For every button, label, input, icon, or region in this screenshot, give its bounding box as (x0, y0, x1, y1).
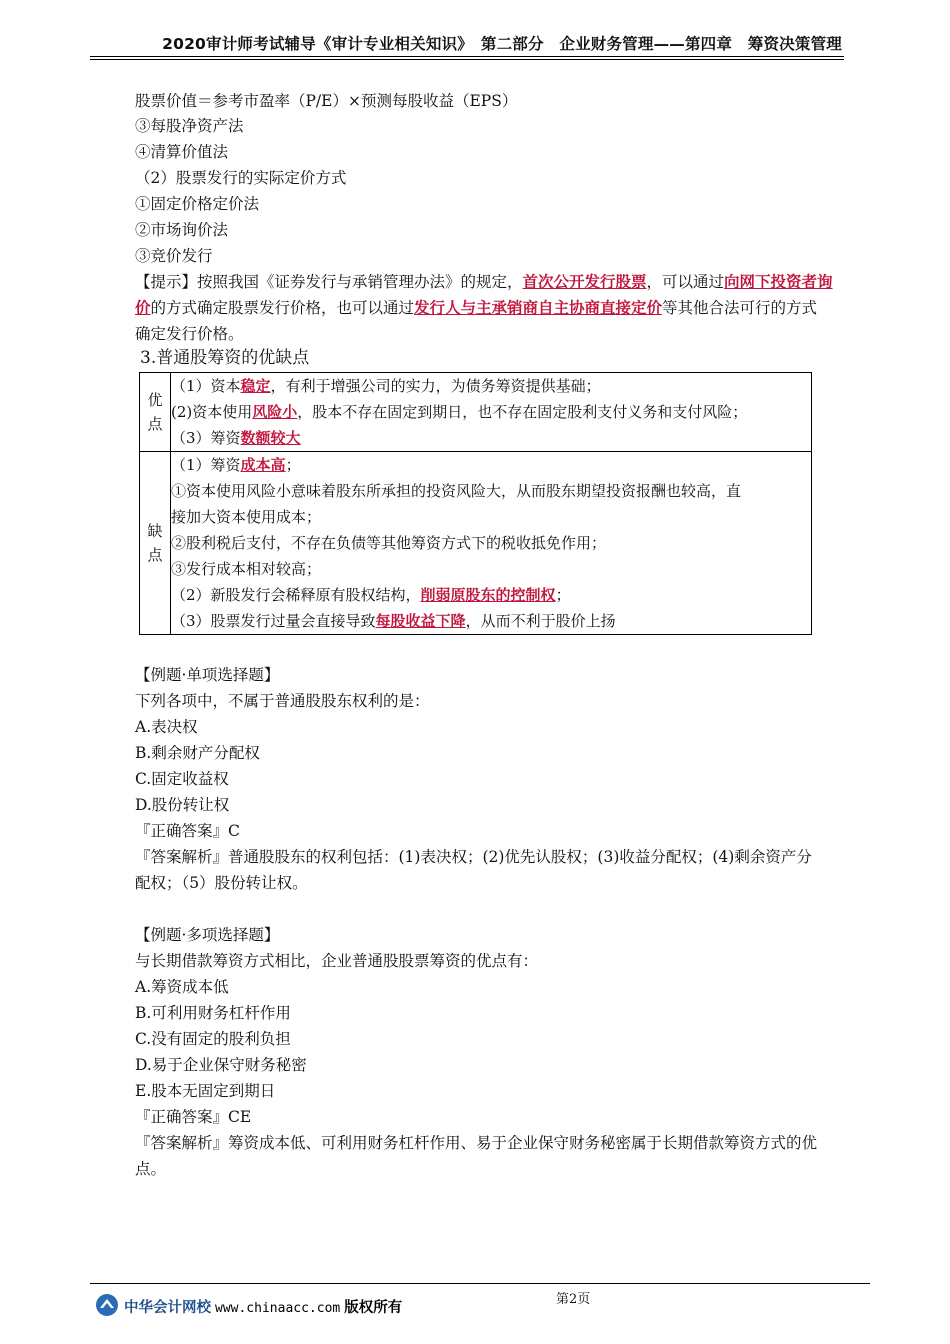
tip-text: 【提示】按照我国《证券发行与承销管理办法》的规定， (135, 273, 523, 291)
header-rule-bottom (90, 59, 844, 60)
q2-line: A.筹资成本低 (135, 978, 229, 996)
pros-item: (2)资本使用风险小，股本不存在固定到期日，也不存在固定股利支付义务和支付风险； (171, 403, 748, 421)
highlight-stable: 稳定 (240, 377, 271, 395)
text-line: （2）股票发行的实际定价方式 (135, 169, 347, 187)
tip-text: 的方式确定股票发行价格，也可以通过 (150, 299, 415, 317)
highlight-low-risk: 风险小 (252, 403, 298, 421)
tip-line-1 (135, 271, 833, 293)
cons-item: 接加大资本使用成本； (171, 508, 322, 526)
tip-line-3: 确定发行价格。 (135, 325, 244, 343)
q1-line: B.剩余财产分配权 (135, 744, 260, 762)
q1-line: D.股份转让权 (135, 796, 230, 814)
q1-line: 配权；（5）股份转让权。 (135, 874, 308, 892)
pros-row (140, 373, 812, 452)
q2-line: 【例题·多项选择题】 (135, 926, 280, 944)
copyright-text: 版权所有 (344, 1300, 403, 1316)
q2-line: D.易于企业保守财务秘密 (135, 1056, 307, 1074)
q2-line: 『答案解析』筹资成本低、可利用财务杠杆作用、易于企业保守财务秘密属于长期借款筹资方式的优 (135, 1134, 818, 1152)
q2-line: 点。 (135, 1160, 167, 1178)
q1-line: 『正确答案』C (135, 822, 240, 840)
page-header: 2020审计师考试辅导《审计专业相关知识》 第二部分 企业财务管理——第四章 筹资决策管理 (162, 35, 842, 53)
highlight-direct-pricing: 发行人与主承销商自主协商直接定价 (414, 298, 663, 317)
pros-item: （3）筹资数额较大 (171, 429, 301, 447)
q1-line: C.固定收益权 (135, 770, 229, 788)
q2-line: B.可利用财务杠杆作用 (135, 1004, 291, 1022)
q1-line: A.表决权 (135, 718, 198, 736)
highlight-offline-inquiry: 向网下投资者询 (724, 272, 833, 291)
tip-text: 等其他合法可行的方式 (662, 299, 818, 317)
pros-item: （1）资本稳定，有利于增强公司的实力，为债务筹资提供基础； (171, 377, 601, 395)
cons-item: （1）筹资成本高； (171, 456, 301, 474)
cons-item: ②股利税后支付，不存在负债等其他筹资方式下的税收抵免作用； (171, 534, 607, 552)
cons-item: （3）股票发行过量会直接导致每股收益下降，从而不利于股价上扬 (171, 612, 616, 630)
cons-item: ③发行成本相对较高； (171, 560, 322, 578)
chinaacc-logo-icon (95, 1293, 119, 1317)
cons-label: 缺 点 (140, 452, 171, 635)
page-number: 第2页 (556, 1292, 591, 1307)
footer-rule (90, 1283, 870, 1284)
highlight-eps-drop: 每股收益下降 (375, 612, 466, 630)
pros-cons-table (139, 372, 812, 635)
q1-line: 【例题·单项选择题】 (135, 666, 280, 684)
q2-line: C.没有固定的股利负担 (135, 1030, 291, 1048)
pros-content (171, 373, 812, 452)
cons-content (171, 452, 812, 635)
highlight-high-cost: 成本高 (240, 456, 286, 474)
cons-item: （2）新股发行会稀释原有股权结构，削弱原股东的控制权； (171, 586, 571, 604)
highlight-ipo: 首次公开发行股票 (522, 272, 647, 291)
text-line: ②市场询价法 (135, 221, 229, 239)
text-line: ③每股净资产法 (135, 117, 244, 135)
highlight-weaken-control: 削弱原股东的控制权 (420, 586, 556, 604)
cons-item: ①资本使用风险小意味着股东所承担的投资风险大，从而股东期望投资报酬也较高，直 (171, 482, 742, 500)
section-title: 3.普通股筹资的优缺点 (140, 348, 310, 368)
q2-line: 与长期借款筹资方式相比，企业普通股股票筹资的优点有： (135, 952, 539, 970)
highlight-large-amount: 数额较大 (240, 429, 301, 447)
text-line: 股票价值＝参考市盈率（P/E）×预测每股收益（EPS） (135, 92, 518, 110)
header-rule-top (90, 56, 844, 57)
brand-url: www.chinaacc.com (215, 1301, 341, 1316)
pros-label: 优 点 (140, 373, 171, 452)
q1-line: 下列各项中，不属于普通股股东权利的是： (135, 692, 430, 710)
q2-line: 『正确答案』CE (135, 1108, 252, 1126)
cons-row (140, 452, 812, 635)
highlight-offline-inquiry-cont: 价 (135, 298, 151, 317)
brand-name: 中华会计网校 (124, 1300, 211, 1316)
text-line: ④清算价值法 (135, 143, 229, 161)
tip-text: ，可以通过 (646, 273, 725, 291)
q2-line: E.股本无固定到期日 (135, 1082, 276, 1100)
footer-brand (124, 1296, 402, 1317)
q1-line: 『答案解析』普通股股东的权利包括：(1)表决权；(2)优先认股权；(3)收益分配权；(4)剩余资产分 (135, 848, 812, 866)
tip-line-2 (135, 297, 817, 319)
text-line: ③竞价发行 (135, 247, 213, 265)
text-line: ①固定价格定价法 (135, 195, 260, 213)
